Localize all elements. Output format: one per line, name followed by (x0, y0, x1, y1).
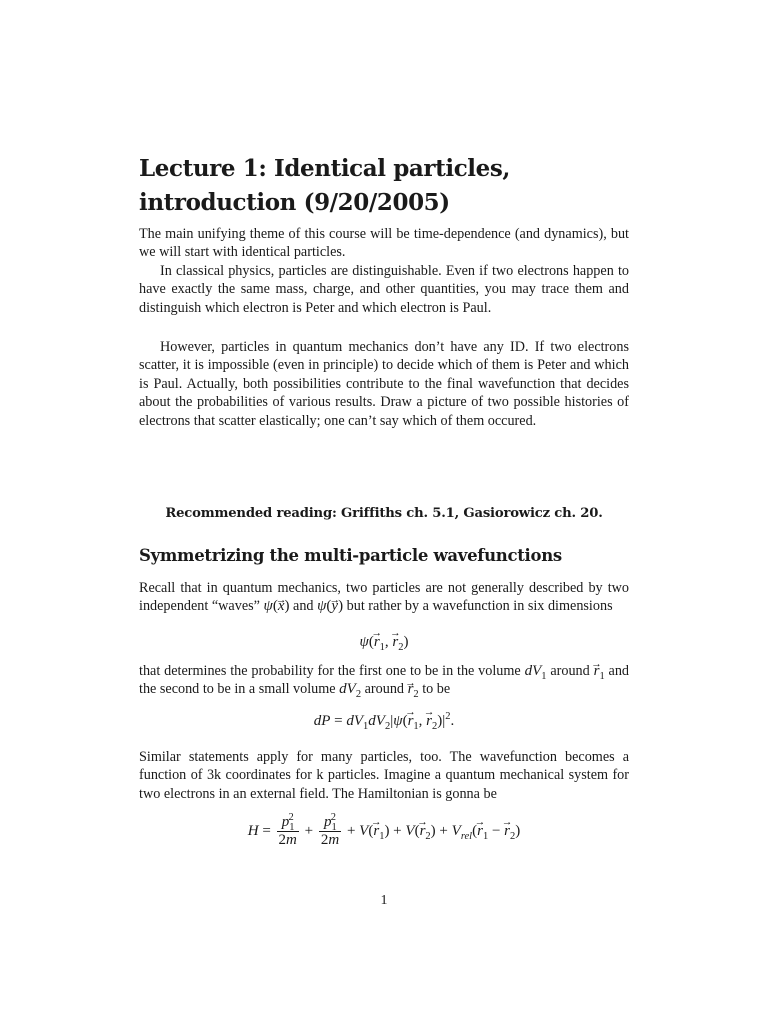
section-title: Symmetrizing the multi-particle wavefunctions (139, 546, 562, 565)
kinetic-term-1: $\frac{p_1^2}{2m}$ (278, 812, 297, 848)
quantum-paragraph: However, particles in quantum mechanics don’t have any ID. If two electrons scatter, it is impossible (even in principle) to decide which of them is Peter and which is Paul. Actually, both possibilities contribute to the final wavefunction that decides about the probabilities of various results. Draw a picture of two possible histories of electrons that scatter elastically; one can’t say which of them occured. (139, 339, 629, 429)
many-particles-paragraph: Similar statements apply for many particles, too. The wavefunction becomes a function of 3k coordinates for k particles. Imagine a quantum mechanical system for two electrons in an external field. The Hamiltonian is gonna be (139, 749, 629, 802)
waves-text-b: but rather by a wavefunction in six dimensions (346, 598, 613, 615)
prob-text-d: around (364, 681, 405, 698)
wavefunction-equation: $\psi(\to r_1$, → $r_2$) (139, 634, 629, 651)
psi-y-math: ψ(→ y) (317, 598, 343, 614)
classical-paragraph: In classical physics, particles are distinguishable. Even if two electrons happen to have exactly the same mass, charge, and other quantities, you may trace them and distinguish which electron is Peter and which electron is Paul. (139, 263, 629, 316)
r2-math: → $r_2$ (408, 681, 419, 697)
probability-equation: dP = $dV_1dV_2|\psi(\to r_1$, → $r_2)|^2$. (139, 713, 629, 730)
title-line-1: Lecture 1: Identical particles, (139, 155, 511, 182)
psi-x-math: ψ(→ x) (263, 598, 289, 614)
intro-paragraph: The main unifying theme of this course will be time-dependence (and dynamics), but we will start with identical particles. (139, 226, 629, 261)
lecture-title (139, 152, 639, 220)
waves-text-a: Recall that in quantum mechanics, two particles are not generally described by two independent “waves” (139, 580, 629, 615)
prob-text-a: that determines the probability for the first one to be in the volume (139, 663, 521, 679)
kinetic-term-2: $\frac{p_1^2}{2m}$ (320, 812, 340, 848)
dv2-math: $dV_2$ (339, 681, 362, 701)
prob-text-c: and the second to be in a small volume (139, 663, 630, 698)
page-number: 1 (380, 893, 388, 908)
dv1-math: $dV_1$ (524, 663, 547, 682)
recommended-reading: Recommended reading: Griffiths ch. 5.1, Gasiorowicz ch. 20. (165, 506, 603, 521)
hamiltonian-equation: H = $\frac{p_1^2}{2m}$ + $\frac{p_1^2}{2m}$ + $V(\to r_1) + V(\to r_2) + V_{rel}(\to r_1$ − → $r_2$) (139, 814, 629, 849)
r1-math: → $r_1$ (594, 663, 605, 679)
waves-text-and: and (293, 598, 314, 615)
prob-text-e: to be (422, 681, 451, 698)
title-line-2: introduction (9/20/2005) (139, 189, 450, 216)
probability-paragraph (139, 662, 629, 699)
waves-paragraph (139, 579, 629, 616)
prob-text-b: around (550, 663, 590, 679)
